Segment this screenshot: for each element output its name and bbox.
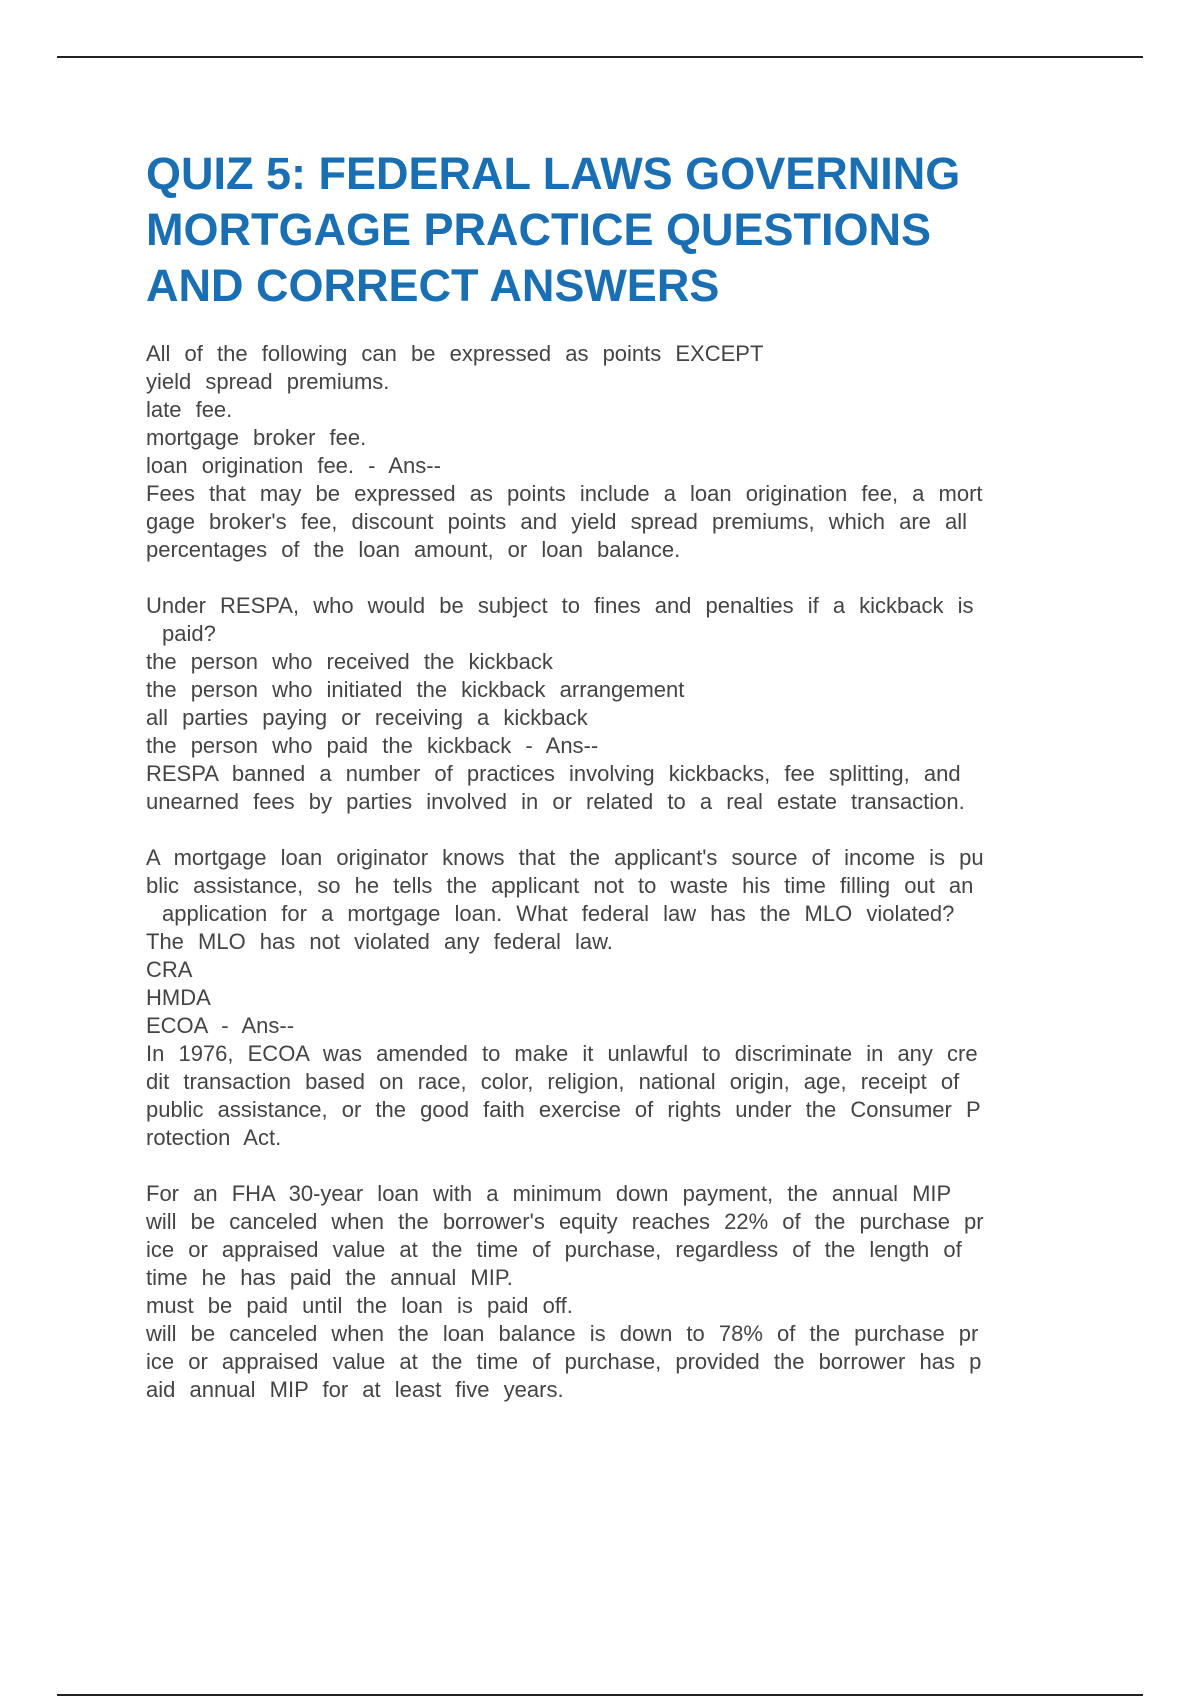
question-text: aid annual MIP for at least five years. xyxy=(146,1377,564,1402)
question-text: must be paid until the loan is paid off. xyxy=(146,1293,573,1318)
explanation-text: rotection Act. xyxy=(146,1125,282,1150)
explanation-text: unearned fees by parties involved in or related to a real estate transaction. xyxy=(146,789,965,814)
explanation-text: gage broker's fee, discount points and yield spread premiums, which are all xyxy=(146,509,968,534)
question-text: time he has paid the annual MIP. xyxy=(146,1265,513,1290)
question-text: blic assistance, so he tells the applicant not to waste his time filling out an xyxy=(146,873,974,898)
spacer xyxy=(146,816,1090,844)
explanation-text: RESPA banned a number of practices involving kickbacks, fee splitting, and xyxy=(146,761,961,786)
correct-answer: loan origination fee. - Ans-- xyxy=(146,453,441,478)
question-block-1 xyxy=(146,340,1090,564)
explanation-text: dit transaction based on race, color, religion, national origin, age, receipt of xyxy=(146,1069,960,1094)
question-text: For an FHA 30-year loan with a minimum down payment, the annual MIP xyxy=(146,1181,952,1206)
question-text: A mortgage loan originator knows that the applicant's source of income is pu xyxy=(146,845,984,870)
explanation-text: public assistance, or the good faith exercise of rights under the Consumer P xyxy=(146,1097,981,1122)
question-text: Under RESPA, who would be subject to fines and penalties if a kickback is xyxy=(146,593,974,618)
answer-option: the person who received the kickback xyxy=(146,649,553,674)
question-text: will be canceled when the loan balance is down to 78% of the purchase pr xyxy=(146,1321,979,1346)
question-text: ice or appraised value at the time of purchase, provided the borrower has p xyxy=(146,1349,982,1374)
explanation-text: Fees that may be expressed as points include a loan origination fee, a mort xyxy=(146,481,983,506)
answer-option: all parties paying or receiving a kickback xyxy=(146,705,588,730)
question-text: ice or appraised value at the time of purchase, regardless of the length of xyxy=(146,1237,962,1262)
page-title xyxy=(146,146,1106,314)
spacer xyxy=(146,564,1090,592)
question-block-2 xyxy=(146,592,1090,816)
bottom-rule xyxy=(57,1694,1143,1696)
top-rule xyxy=(57,56,1143,58)
explanation-text: percentages of the loan amount, or loan balance. xyxy=(146,537,681,562)
question-text: will be canceled when the borrower's equity reaches 22% of the purchase pr xyxy=(146,1209,984,1234)
title-line: AND CORRECT ANSWERS xyxy=(146,260,720,311)
explanation-text: In 1976, ECOA was amended to make it unlawful to discriminate in any cre xyxy=(146,1041,978,1066)
answer-option: mortgage broker fee. xyxy=(146,425,367,450)
answer-option: The MLO has not violated any federal law. xyxy=(146,929,613,954)
question-block-4 xyxy=(146,1180,1090,1404)
answer-option: the person who initiated the kickback arrangement xyxy=(146,677,685,702)
answer-option: CRA xyxy=(146,957,193,982)
question-text: paid? xyxy=(162,621,216,646)
answer-option: yield spread premiums. xyxy=(146,369,390,394)
question-text: application for a mortgage loan. What federal law has the MLO violated? xyxy=(162,901,955,926)
spacer xyxy=(146,1152,1090,1180)
correct-answer: the person who paid the kickback - Ans-- xyxy=(146,733,599,758)
title-line: QUIZ 5: FEDERAL LAWS GOVERNING xyxy=(146,148,961,199)
document-body xyxy=(146,340,1090,1404)
answer-option: HMDA xyxy=(146,985,211,1010)
question-text: All of the following can be expressed as points EXCEPT xyxy=(146,341,764,366)
answer-option: late fee. xyxy=(146,397,233,422)
title-line: MORTGAGE PRACTICE QUESTIONS xyxy=(146,204,932,255)
correct-answer: ECOA - Ans-- xyxy=(146,1013,295,1038)
question-block-3 xyxy=(146,844,1090,1152)
